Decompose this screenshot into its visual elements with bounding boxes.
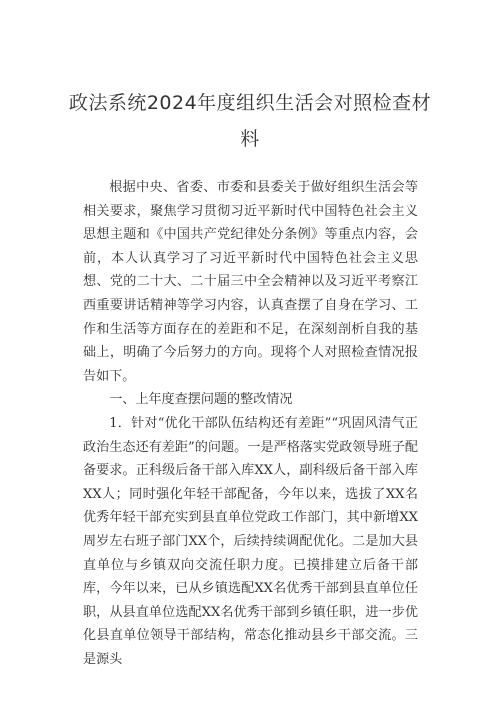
document-title-line-1: 政法系统2024年度组织生活会对照检查材 bbox=[68, 92, 432, 114]
document-title-line-2: 料 bbox=[240, 128, 260, 150]
document-body bbox=[83, 176, 418, 671]
section-1-heading: 一、上年度查摆问题的整改情况 bbox=[109, 392, 293, 408]
section-1-paragraph-1: 1．针对“优化干部队伍结构还有差距”“巩固风清气正政治生态还有差距”的问题。一是严格落实党政领导班子配备要求。正科级后备干部入库XX人，副科级后备干部入库XX人；同时强化年轻干部配备，今年以来，选拔了XX名优秀年轻干部充实到县直单位党政工作部门，其中新增XX周岁左右班子部门XX个，后续持续调配优化。二是加大县直单位与乡镇双向交流任职力度。已摸排建立后备干部库，今年以来，已从乡镇选配XX名优秀干部到县直单位任职，从县直单位选配XX名优秀干部到乡镇任职，进一步优化县直单位领导干部结构，常态化推动县乡干部交流。三是源头 bbox=[83, 415, 418, 667]
intro-paragraph: 根据中央、省委、市委和县委关于做好组织生活会等相关要求，聚焦学习贯彻习近平新时代中国特色社会主义思想主题和《中国共产党纪律处分条例》等重点内容，会前，本人认真学习了习近平新时代中国特色社会主义思想、党的二十大、二十届三中全会精神以及习近平考察江西重要讲话精神等学习内容，认真查摆了自身在学习、工作和生活等方面存在的差距和不足，在深刻剖析自我的基础上，明确了今后努力的方向。现将个人对照检查情况报告如下。 bbox=[83, 180, 418, 384]
